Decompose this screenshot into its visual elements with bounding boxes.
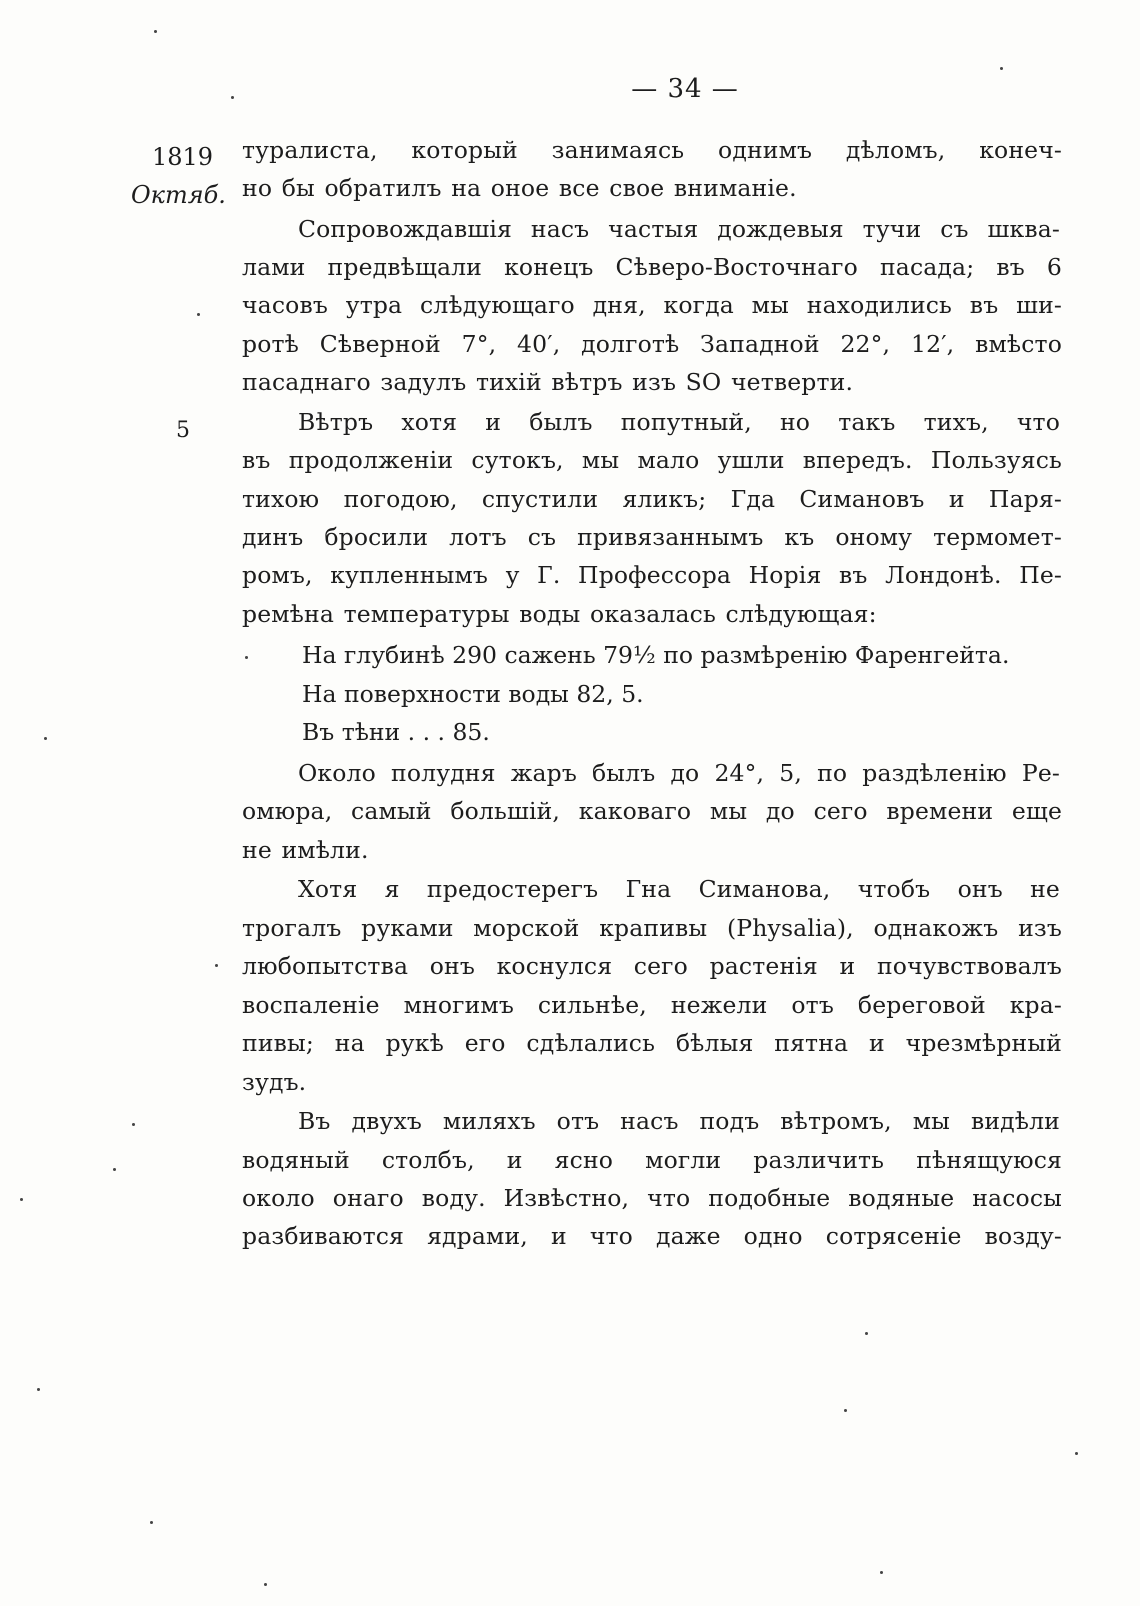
text-line-1: туралиста, который занимаясь однимъ дѣломъ, конеч-: [242, 136, 1062, 164]
measurement-shade: Въ тѣни . . . 85.: [302, 718, 490, 746]
scan-speck: [865, 1332, 868, 1335]
text-line-24: водяный столбъ, и ясно могли различить пѣнящуюся: [242, 1146, 1062, 1174]
text-line-10: тихою погодою, спустили яликъ; Гда Симановъ и Паря-: [242, 485, 1062, 513]
margin-month: Октяб.: [131, 181, 226, 209]
scan-speck: [154, 30, 157, 33]
text-line-23: Въ двухъ миляхъ отъ насъ подъ вѣтромъ, мы видѣли: [298, 1107, 1060, 1135]
text-line-21: пивы; на рукѣ его сдѣлались бѣлыя пятна и чрезмѣрный: [242, 1029, 1062, 1057]
scan-speck: [264, 1583, 267, 1586]
text-line-18: трогалъ руками морской крапивы (Physalia), однакожъ изъ: [242, 914, 1062, 942]
scan-speck: [150, 1521, 153, 1524]
text-line-8: Вѣтръ хотя и былъ попутный, но такъ тихъ, что: [298, 408, 1060, 436]
text-line-11: динъ бросили лотъ съ привязаннымъ къ оному термомет-: [242, 523, 1062, 551]
text-line-6: ротѣ Сѣверной 7°, 40′, долготѣ Западной 22°, 12′, вмѣсто: [242, 330, 1062, 358]
scan-speck: [132, 1123, 135, 1126]
text-line-22: зудъ.: [242, 1068, 307, 1096]
text-line-25: около онаго воду. Извѣстно, что подобные водяные насосы: [242, 1184, 1062, 1212]
scan-speck: [231, 96, 234, 99]
text-line-2: но бы обратилъ на оное все свое вниманіе.: [242, 174, 797, 202]
text-line-19: любопытства онъ коснулся сего растенія и почувствовалъ: [242, 952, 1062, 980]
text-line-13: ремѣна температуры воды оказалась слѣдующая:: [242, 600, 877, 628]
scan-speck: [197, 313, 200, 316]
scan-speck: [245, 656, 248, 659]
scan-speck: [1000, 67, 1003, 70]
scan-speck: [1075, 1452, 1078, 1455]
text-line-3: Сопровождавшія насъ частыя дождевыя тучи съ шква-: [298, 215, 1060, 243]
text-line-15: омюра, самый большій, каковаго мы до сего времени еще: [242, 797, 1062, 825]
text-line-12: ромъ, купленнымъ у Г. Профессора Норія въ Лондонѣ. Пе-: [242, 561, 1062, 589]
text-line-17: Хотя я предостерегъ Гна Симанова, чтобъ онъ не: [298, 875, 1060, 903]
text-line-9: въ продолженіи сутокъ, мы мало ушли впередъ. Пользуясь: [242, 446, 1062, 474]
text-line-7: пасаднаго задулъ тихій вѣтръ изъ SO четверти.: [242, 368, 854, 396]
text-line-5: часовъ утра слѣдующаго дня, когда мы находились въ ши-: [242, 291, 1062, 319]
scan-speck: [844, 1409, 847, 1412]
margin-year: 1819: [152, 143, 214, 171]
page-number: — 34 —: [631, 74, 739, 104]
text-line-26: разбиваются ядрами, и что даже одно сотрясеніе возду-: [242, 1222, 1062, 1250]
measurement-surface: На поверхности воды 82, 5.: [302, 680, 644, 708]
text-line-14: Около полудня жаръ былъ до 24°, 5, по раздѣленію Ре-: [298, 759, 1060, 787]
scan-speck: [44, 737, 47, 740]
text-line-4: лами предвѣщали конецъ Сѣверо-Восточнаго пасада; въ 6: [242, 253, 1062, 281]
measurement-depth: На глубинѣ 290 сажень 79½ по размѣренію Фаренгейта.: [302, 641, 1010, 669]
text-line-16: не имѣли.: [242, 836, 369, 864]
scan-speck: [37, 1388, 40, 1391]
scan-speck: [20, 1198, 23, 1201]
text-line-20: воспаленіе многимъ сильнѣе, нежели отъ береговой кра-: [242, 991, 1062, 1019]
margin-line-number: 5: [176, 418, 190, 443]
scan-speck: [113, 1168, 116, 1171]
scan-speck: [880, 1571, 883, 1574]
scan-speck: [215, 964, 218, 967]
